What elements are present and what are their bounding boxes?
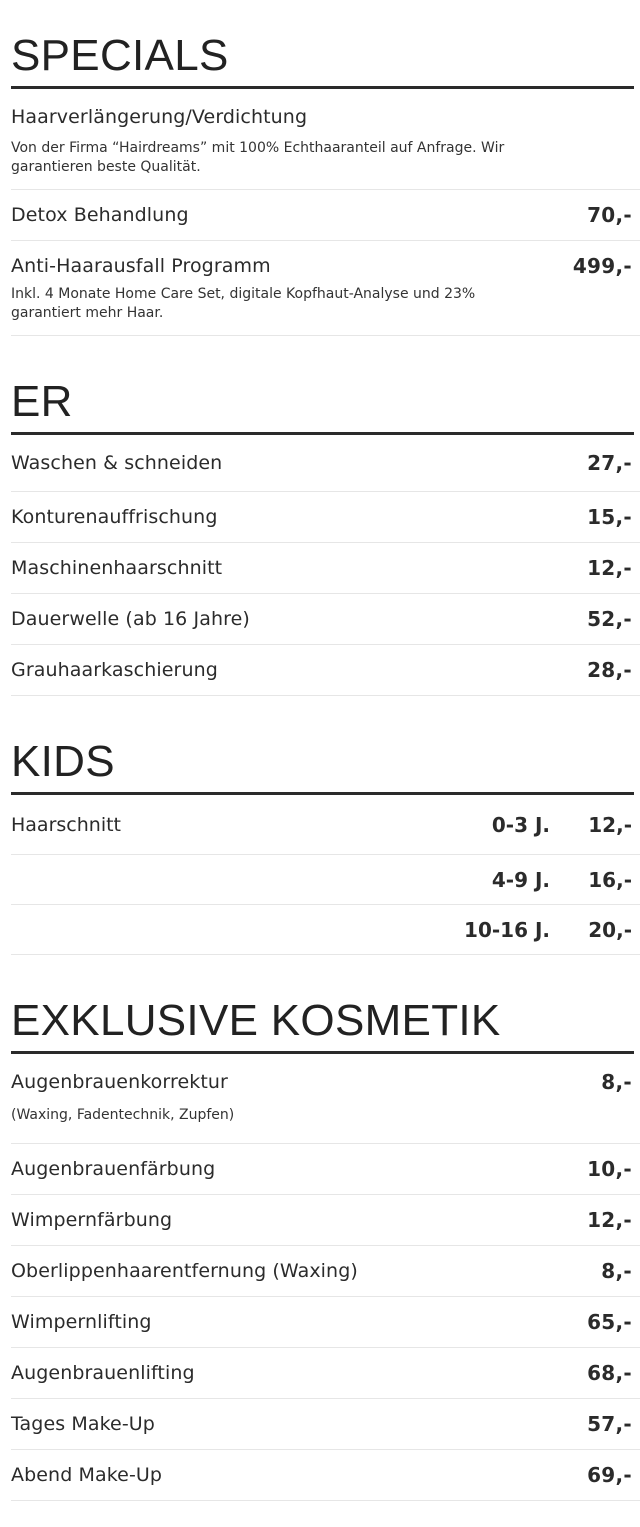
section-title-kosmetik: EXKLUSIVE KOSMETIK xyxy=(11,996,501,1045)
service-name: Anti-Haarausfall Programm xyxy=(11,255,271,277)
section-er xyxy=(11,372,634,435)
list-item xyxy=(11,1297,640,1348)
service-name: Dauerwelle (ab 16 Jahre) xyxy=(11,608,250,630)
list-item xyxy=(11,435,640,492)
service-price: 8,- xyxy=(601,1070,632,1094)
section-title-er: ER xyxy=(11,377,73,426)
service-description: Inkl. 4 Monate Home Care Set, digitale Kopfhaut-Analyse und 23% garantiert mehr Haar. xyxy=(11,286,476,321)
service-price: 68,- xyxy=(587,1361,632,1385)
list-item xyxy=(11,89,640,190)
section-kosmetik xyxy=(11,991,634,1054)
section-spacer xyxy=(11,696,640,732)
section-spacer xyxy=(11,955,640,991)
service-name: Wimpernfärbung xyxy=(11,1209,173,1231)
list-item xyxy=(11,543,640,594)
service-name: Maschinenhaarschnitt xyxy=(11,557,223,579)
section-kids xyxy=(11,732,634,795)
service-name: Oberlippenhaarentfernung (Waxing) xyxy=(11,1260,358,1282)
list-item xyxy=(11,594,640,645)
list-item xyxy=(11,1054,640,1144)
list-item xyxy=(11,1144,640,1195)
service-name: Augenbrauenlifting xyxy=(11,1362,195,1384)
service-name: Haarschnitt xyxy=(11,813,121,836)
service-price: 499,- xyxy=(572,254,632,278)
age-range: 4-9 J. xyxy=(491,867,550,892)
service-name: Konturenauffrischung xyxy=(11,506,218,528)
service-price: 12,- xyxy=(588,812,632,837)
list-item xyxy=(11,190,640,241)
service-name: Tages Make-Up xyxy=(11,1413,155,1435)
service-price: 15,- xyxy=(587,505,632,529)
service-price: 70,- xyxy=(587,203,632,227)
service-price: 12,- xyxy=(587,556,632,580)
list-item xyxy=(11,241,640,336)
list-item xyxy=(11,645,640,696)
service-price: 10,- xyxy=(587,1157,632,1181)
service-price: 27,- xyxy=(587,451,632,475)
service-name: Abend Make-Up xyxy=(11,1464,163,1486)
service-price: 16,- xyxy=(588,867,632,892)
service-name: Grauhaarkaschierung xyxy=(11,659,218,681)
service-price: 12,- xyxy=(587,1208,632,1232)
service-price: 52,- xyxy=(587,607,632,631)
list-item xyxy=(11,1450,640,1501)
service-price: 8,- xyxy=(601,1259,632,1283)
table-row xyxy=(11,795,640,855)
service-name: Augenbrauenkorrektur xyxy=(11,1071,228,1093)
service-name: Waschen & schneiden xyxy=(11,452,223,474)
service-price: 28,- xyxy=(587,658,632,682)
service-price: 65,- xyxy=(587,1310,632,1334)
table-row xyxy=(11,905,640,955)
service-name: Detox Behandlung xyxy=(11,204,189,226)
list-item xyxy=(11,1195,640,1246)
service-description: Von der Firma “Hairdreams” mit 100% Echthaaranteil auf Anfrage. Wir garantieren beste Qualität. xyxy=(11,140,505,175)
list-item xyxy=(11,492,640,543)
list-item xyxy=(11,1348,640,1399)
section-title-specials: SPECIALS xyxy=(11,31,229,80)
service-description: (Waxing, Fadentechnik, Zupfen) xyxy=(11,1107,235,1123)
section-spacer xyxy=(11,336,640,372)
service-price: 20,- xyxy=(588,917,632,942)
section-title-kids: KIDS xyxy=(11,737,115,786)
table-row xyxy=(11,855,640,905)
age-range: 0-3 J. xyxy=(491,812,550,837)
service-name: Augenbrauenfärbung xyxy=(11,1158,216,1180)
service-price: 57,- xyxy=(587,1412,632,1436)
age-range: 10-16 J. xyxy=(464,917,550,942)
section-specials xyxy=(11,26,634,89)
service-name: Haarverlängerung/Verdichtung xyxy=(11,106,308,128)
list-item xyxy=(11,1399,640,1450)
service-name: Wimpernlifting xyxy=(11,1311,152,1333)
list-item xyxy=(11,1246,640,1297)
service-price: 69,- xyxy=(587,1463,632,1487)
